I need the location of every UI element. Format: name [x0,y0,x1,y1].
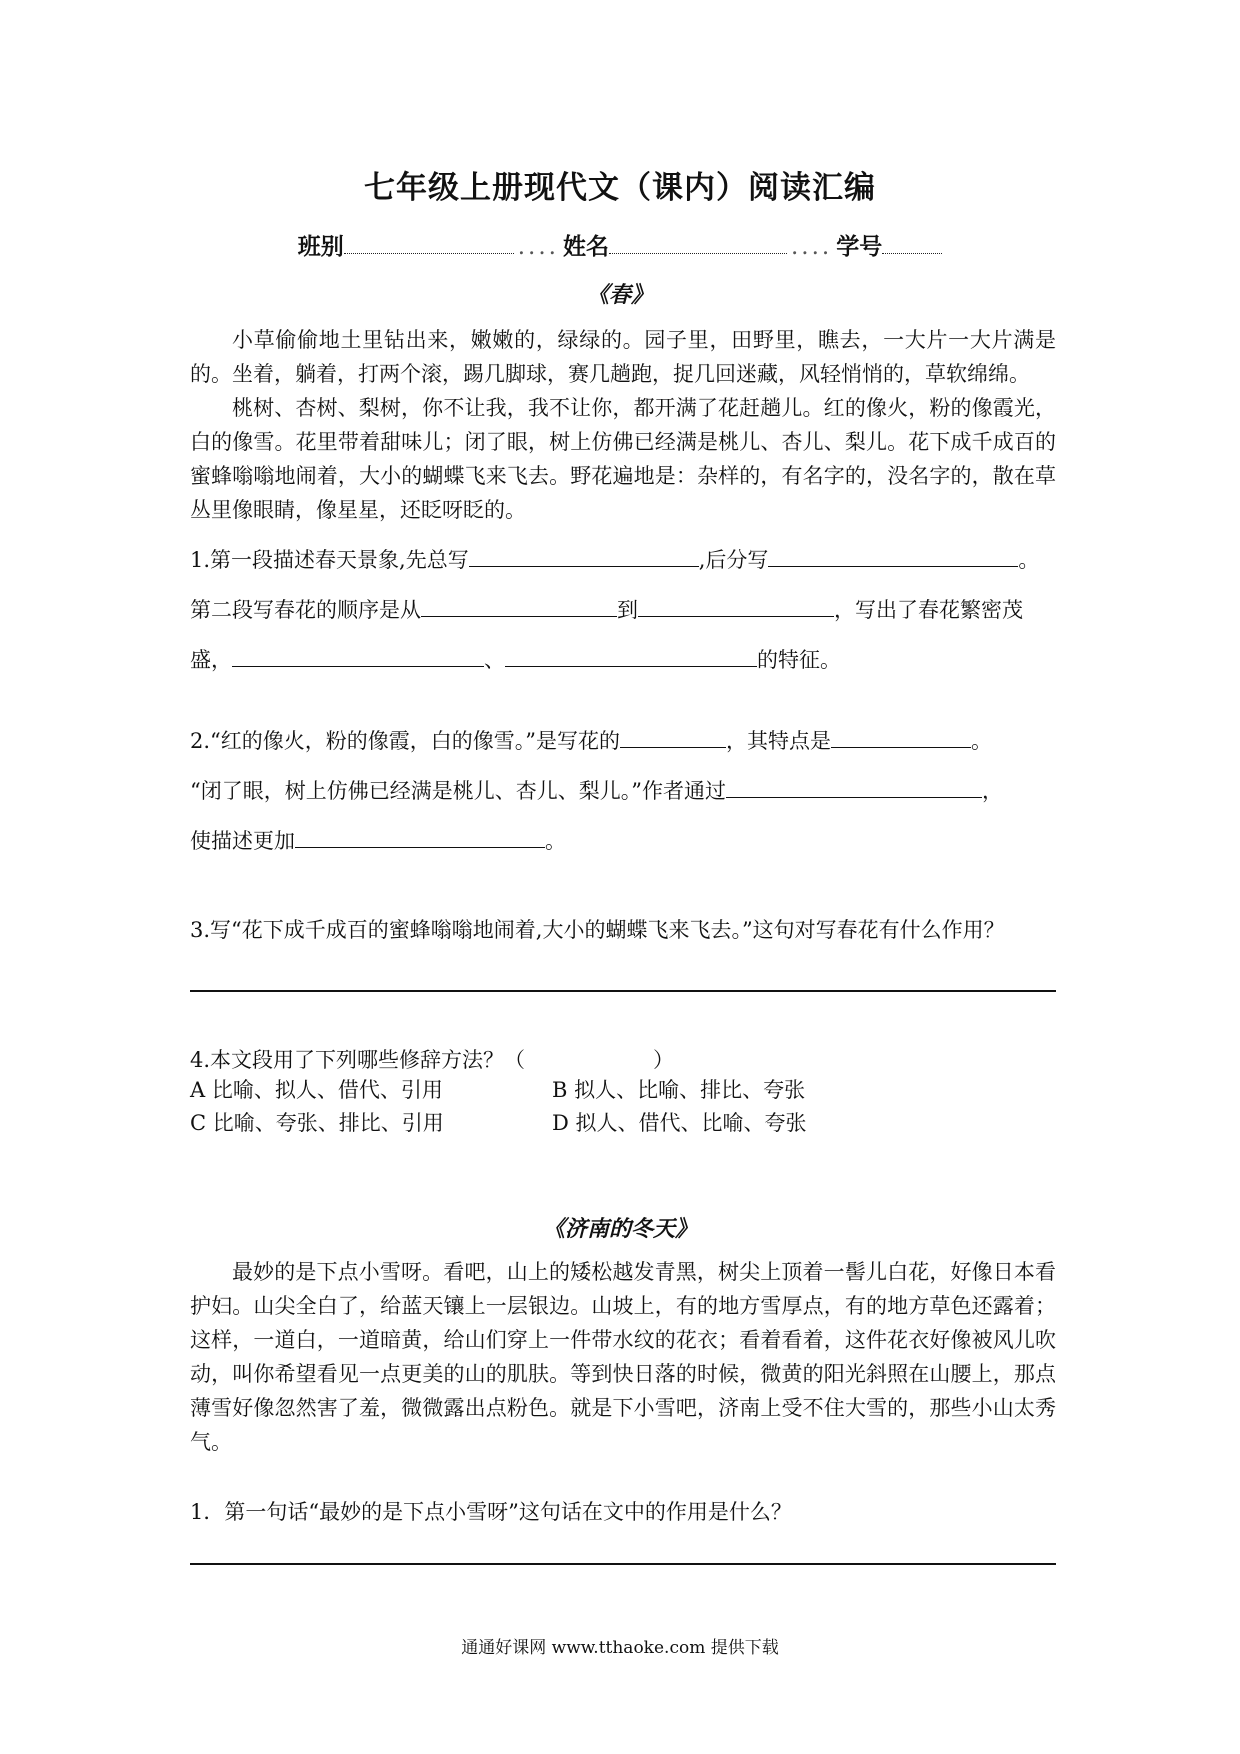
number-blank[interactable] [882,231,942,254]
option-b[interactable]: B 拟人、比喻、排比、夸张 [552,1078,806,1102]
answer-blank[interactable] [232,646,484,667]
passage-paragraph: 小草偷偷地土里钻出来，嫩嫩的，绿绿的。园子里，田野里，瞧去，一大片一大片满是的。坐着，躺着，打两个滚，踢几脚球，赛几趟跑，捉几回迷藏，风轻悄悄的，草软绵绵。 [190,328,1056,386]
option-c[interactable]: C 比喻、夸张、排比、引用 [190,1111,444,1135]
question-1-line-2: 第二段写春花的顺序是从 到 ，写出了春花繁密茂 [190,598,1023,622]
footer-credit: 通通好课网 www.tthaoke.com 提供下载 [461,1638,779,1658]
passage-paragraph: 最妙的是下点小雪呀。看吧，山上的矮松越发青黑，树尖上顶着一髻儿白花，好像日本看护妇。山尖全白了，给蓝天镶上一层银边。山坡上，有的地方雪厚点，有的地方草色还露着；这样，一道白，一道暗黄，给山们穿上一件带水纹的花衣；看着看着，这件花衣好像被风儿吹动，叫你希望看见一点更美的山的肌肤。等到快日落的时候，微黄的阳光斜照在山腰上，那点薄雪好像忽然害了羞，微微露出点粉色。就是下小雪吧，济南上受不住大雪的，那些小山太秀气。 [190,1260,1056,1454]
option-d[interactable]: D 拟人、借代、比喻、夸张 [552,1111,807,1135]
passage-paragraph: 桃树、杏树、梨树，你不让我，我不让你，都开满了花赶趟儿。红的像火，粉的像霞光，白的像雪。花里带着甜味儿；闭了眼，树上仿佛已经满是桃儿、杏儿、梨儿。花下成千成百的蜜蜂嗡嗡地闹着，大小的蝴蝶飞来飞去。野花遍地是：杂样的，有名字的，没名字的，散在草丛里像眼睛，像星星，还眨呀眨的。 [190,396,1056,522]
name-label: 姓名 [563,233,609,260]
answer-line[interactable] [190,990,1056,992]
class-blank[interactable] [344,231,514,254]
answer-blank[interactable] [831,727,971,748]
question-1-line-3: 盛， 、 的特征。 [190,648,841,672]
name-blank[interactable] [609,231,787,254]
answer-blank[interactable] [421,596,617,617]
answer-blank[interactable] [726,777,982,798]
question-2-line-1: 2.“红的像火，粉的像霞，白的像雪。”是写花的 ，其特点是 。 [190,729,993,753]
question-2-line-2: “闭了眼，树上仿佛已经满是桃儿、杏儿、梨儿。”作者通过 ， [190,779,1003,803]
answer-line[interactable] [190,1563,1056,1565]
option-a[interactable]: A 比喻、拟人、借代、引用 [190,1078,443,1102]
student-info-row: 班别 .... 姓名 .... 学号 [0,228,1240,261]
answer-blank[interactable] [295,827,545,848]
page-title: 七年级上册现代文（课内）阅读汇编 [364,170,876,206]
number-label: 学号 [836,233,883,260]
answer-blank[interactable] [768,546,1018,567]
section-title-spring: 《春》 [586,282,653,308]
question-jinan-1: 1．第一句话“最妙的是下点小雪呀”这句话在文中的作用是什么？ [190,1500,792,1524]
answer-blank[interactable] [469,546,699,567]
class-label: 班别 [297,233,344,260]
question-1-line-1: 1.第一段描述春天景象,先总写 ,后分写 。 [190,548,1040,572]
answer-blank[interactable] [620,727,726,748]
section-title-jinan-winter: 《济南的冬天》 [542,1216,697,1242]
question-3: 3.写“花下成千成百的蜜蜂嗡嗡地闹着,大小的蝴蝶飞来飞去。”这句对写春花有什么作用？ [190,918,1005,942]
question-4: 4.本文段用了下列哪些修辞方法？（ ） [190,1048,675,1072]
question-2-line-3: 使描述更加 。 [190,829,566,853]
answer-blank[interactable] [505,646,757,667]
answer-blank[interactable] [638,596,834,617]
